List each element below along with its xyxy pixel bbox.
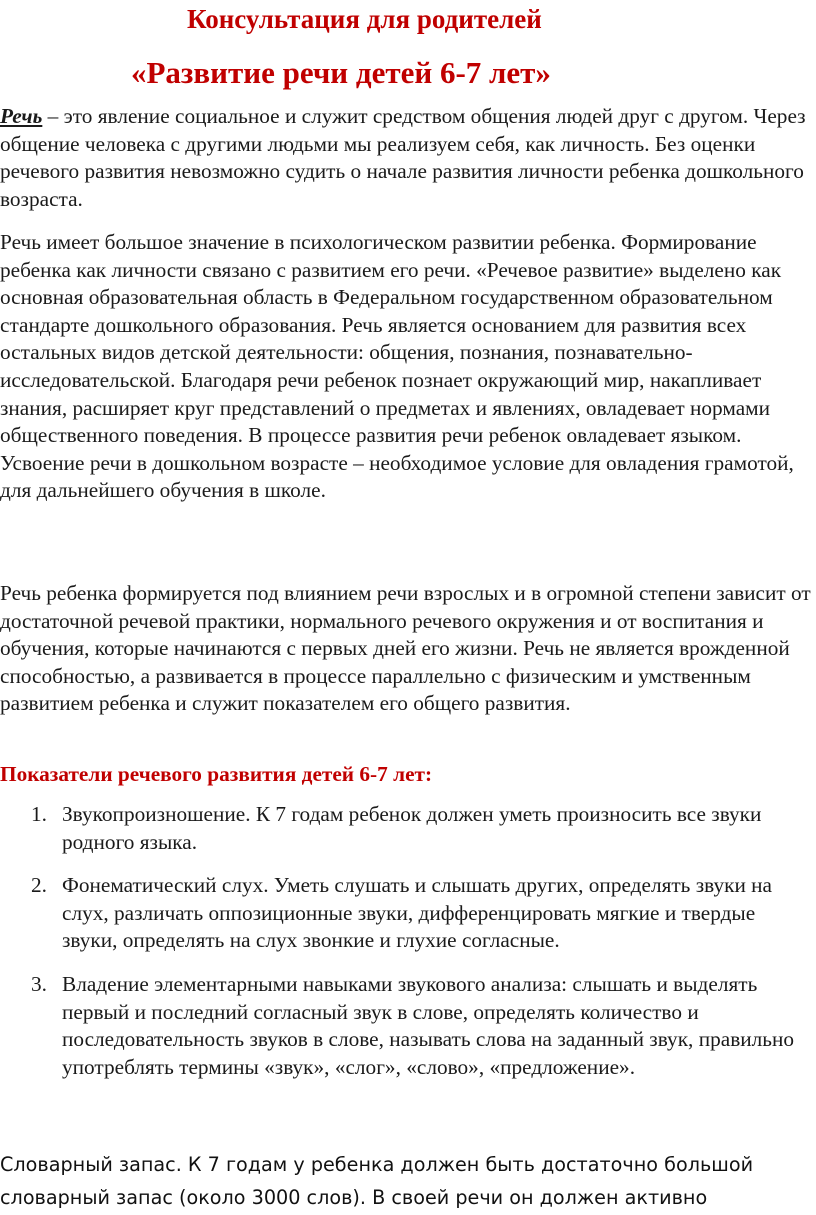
document-subtitle: «Развитие речи детей 6-7 лет» [131,55,551,90]
list-item [0,872,814,955]
paragraph-speech-importance: Речь имеет большое значение в психологическом развитии ребенка. Формирование ребенка как личности связано с развитием его речи. «Речевое развитие» выделено как основная образовательная область в Федеральном государственном образовательном стандарте дошкольного образования. Речь является основанием для развития всех остальных видов детской деятельности: общения, познания, познавательно-исследовательской. Благодаря речи ребенок познает окружающий мир, накапливает знания, расширяет круг представлений о предметах и явлениях, овладевает нормами общественного поведения. В процессе развития речи ребенок овладевает языком. Усвоение речи в дошкольном возрасте – необходимое условие для овладения грамотой, для дальнейшего обучения в школе. [0,230,794,503]
list-item-text: Фонематический слух. Уметь слушать и слышать других, определять звуки на слух, различать оппозиционные звуки, дифференцировать мягкие и твердые звуки, определять на слух звонкие и глухие согласные. [62,873,773,953]
indicators-list [0,801,814,1097]
list-item [0,801,814,856]
speech-definition: – это явление социальное и служит средством общения людей друг с другом. Через общение человека с другими людьми мы реализуем себя, как личность. Без оценки речевого развития невозможно судить о начале развития личности ребенка дошкольного возраста. [0,104,806,211]
indicators-heading: Показатели речевого развития детей 6-7 лет: [0,762,433,786]
speech-term: Речь [0,104,43,128]
list-item-number: 2. [31,873,47,898]
document-title: Консультация для родителей [187,4,542,34]
list-item-number: 1. [31,802,47,826]
vocabulary-paragraph: Словарный запас. К 7 годам у ребенка должен быть достаточно большой словарный запас (около 3000 слов). В своей речи он должен активно [0,1153,754,1209]
intro-paragraph [0,103,814,213]
paragraph-speech-formation: Речь ребенка формируется под влиянием речи взрослых и в огромной степени зависит от достаточной речевой практики, нормального речевого окружения и от воспитания и обучения, которые начинаются с первых дней его жизни. Речь не является врожденной способностью, а развивается в процессе параллельно с физическим и умственным развитием ребенка и служит показателем его общего развития. [0,581,811,716]
list-item-number: 3. [31,971,47,996]
list-item-text: Владение элементарными навыками звукового анализа: слышать и выделять первый и последний согласный звук в слове, определять количество и последовательность звуков в слове, называть слова на заданный звук, правильно употреблять термины «звук», «слог», «слово», «предложение». [62,971,795,1079]
list-item [0,971,814,1081]
list-item-text: Звукопроизношение. К 7 годам ребенок должен уметь произносить все звуки родного языка. [62,802,762,854]
